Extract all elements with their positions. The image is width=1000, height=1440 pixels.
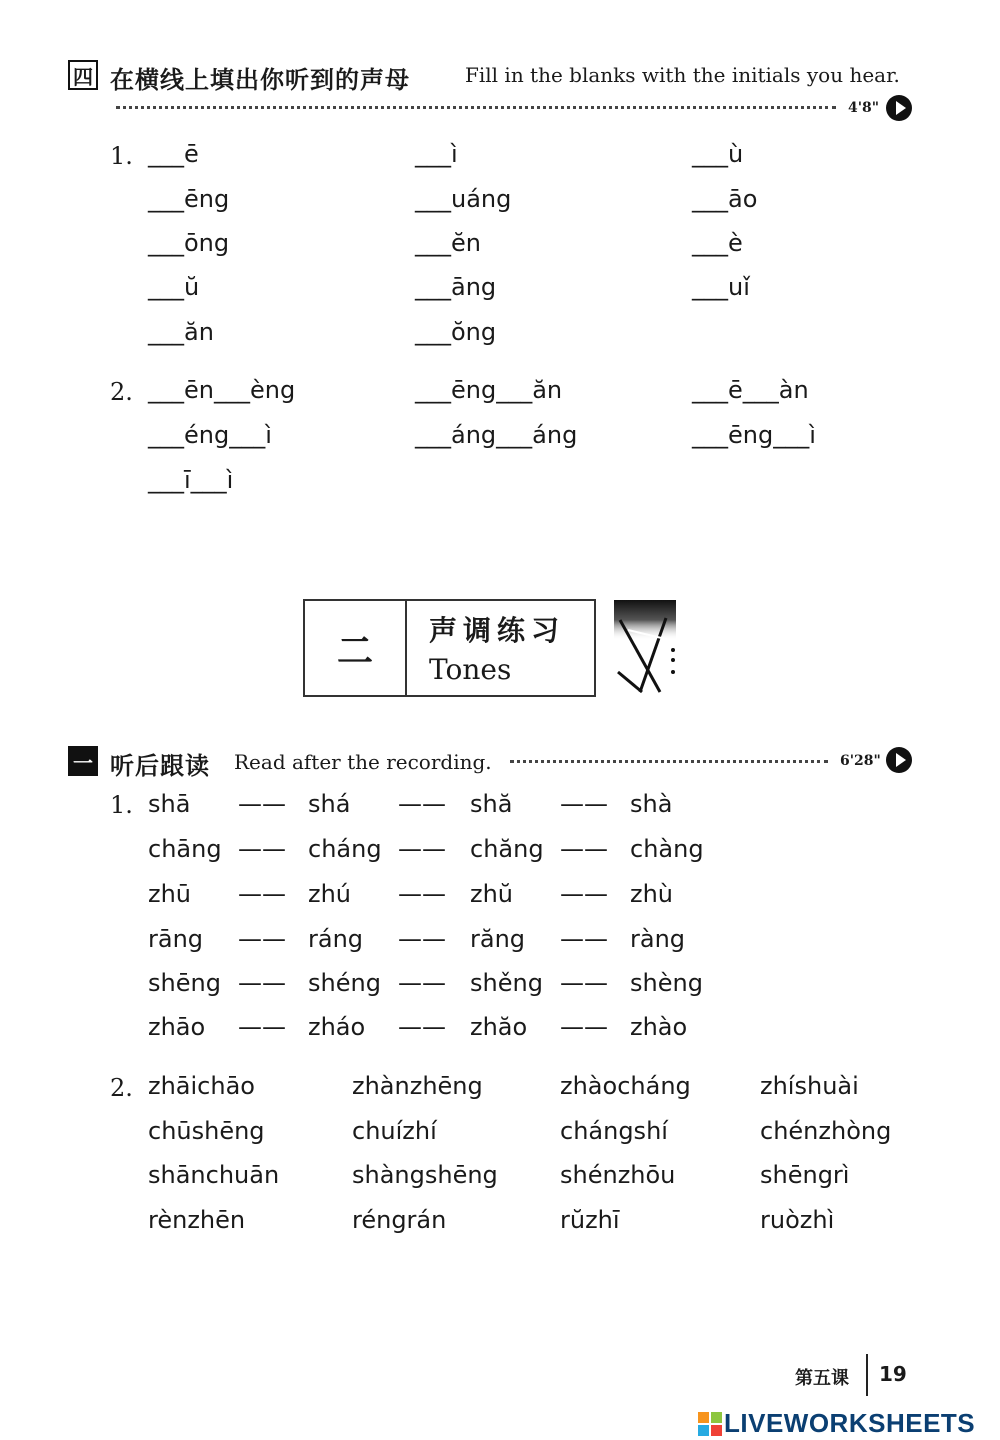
- pinyin-word: shénzhōu: [560, 1161, 676, 1189]
- pinyin-word: chénzhòng: [760, 1117, 892, 1145]
- pinyin-syllable: chăng: [470, 835, 544, 863]
- fill-blank-item[interactable]: ___uǐ: [692, 273, 750, 301]
- fill-blank-item[interactable]: ___ĕn: [415, 229, 481, 257]
- fill-blank-item[interactable]: ___āng: [415, 273, 497, 301]
- dash-connector: ——: [398, 790, 446, 818]
- section-title-english: Fill in the blanks with the initials you hear.: [465, 63, 900, 87]
- fill-blank-item[interactable]: ___ăn: [148, 318, 214, 346]
- pinyin-word: shēngrì: [760, 1161, 850, 1189]
- page-number: 19: [879, 1362, 907, 1386]
- pinyin-word: zhāichāo: [148, 1072, 255, 1100]
- pinyin-syllable: shá: [308, 790, 351, 818]
- dash-connector: ——: [238, 1013, 286, 1041]
- liveworksheets-watermark[interactable]: [698, 1408, 975, 1439]
- dash-connector: ——: [560, 790, 608, 818]
- tone-marks-illustration-icon: [614, 600, 678, 698]
- pinyin-word: chuízhí: [352, 1117, 437, 1145]
- pinyin-syllable: zhăo: [470, 1013, 528, 1041]
- fill-blank-item[interactable]: ___è: [692, 229, 743, 257]
- pinyin-syllable: shà: [630, 790, 673, 818]
- banner-number: 二: [305, 601, 407, 695]
- exercise-number: 1.: [110, 142, 133, 170]
- pinyin-word: chūshēng: [148, 1117, 265, 1145]
- pinyin-word: chángshí: [560, 1117, 668, 1145]
- dash-connector: ——: [398, 835, 446, 863]
- dash-connector: ——: [398, 1013, 446, 1041]
- pinyin-word: zhàocháng: [560, 1072, 691, 1100]
- tones-banner: [303, 599, 596, 697]
- exercise-number: 1.: [110, 791, 133, 819]
- pinyin-syllable: rāng: [148, 925, 204, 953]
- footer-divider: [866, 1354, 868, 1396]
- fill-blank-item[interactable]: ___éng___ì: [148, 421, 272, 449]
- pinyin-word: zhíshuài: [760, 1072, 859, 1100]
- pinyin-syllable: ràng: [630, 925, 686, 953]
- dash-connector: ——: [560, 880, 608, 908]
- fill-blank-item[interactable]: ___ēng___ăn: [415, 376, 563, 404]
- pinyin-syllable: zhù: [630, 880, 674, 908]
- dash-connector: ——: [398, 969, 446, 997]
- section-number-box: [68, 60, 98, 90]
- pinyin-syllable: chàng: [630, 835, 704, 863]
- section-title-chinese: 听后跟读: [110, 752, 210, 780]
- fill-blank-item[interactable]: ___ēng___ì: [692, 421, 816, 449]
- pinyin-syllable: zhāo: [148, 1013, 206, 1041]
- dash-connector: ——: [560, 925, 608, 953]
- pinyin-syllable: shā: [148, 790, 191, 818]
- fill-blank-item[interactable]: ___ŏng: [415, 318, 497, 346]
- section-title-english: Read after the recording.: [234, 750, 492, 774]
- dash-connector: ——: [398, 925, 446, 953]
- fill-blank-item[interactable]: ___ōng: [148, 229, 230, 257]
- fill-blank-item[interactable]: ___ē___àn: [692, 376, 809, 404]
- fill-blank-item[interactable]: ___ēn___èng: [148, 376, 296, 404]
- pinyin-syllable: ráng: [308, 925, 364, 953]
- banner-title-chinese: 声调练习: [429, 614, 566, 647]
- pinyin-syllable: răng: [470, 925, 526, 953]
- pinyin-word: zhànzhēng: [352, 1072, 483, 1100]
- fill-blank-item[interactable]: ___āo: [692, 185, 758, 213]
- pinyin-syllable: zhú: [308, 880, 352, 908]
- dash-connector: ——: [238, 790, 286, 818]
- pinyin-word: ruòzhì: [760, 1206, 835, 1234]
- play-icon[interactable]: [886, 747, 912, 773]
- pinyin-syllable: shă: [470, 790, 513, 818]
- pinyin-syllable: shèng: [630, 969, 703, 997]
- pinyin-syllable: zhū: [148, 880, 192, 908]
- brand-name: LIVEWORKSHEETS: [724, 1408, 976, 1438]
- pinyin-word: shānchuān: [148, 1161, 280, 1189]
- fill-blank-item[interactable]: ___ù: [692, 140, 744, 168]
- section-title-chinese: 在横线上填出你听到的声母: [110, 66, 410, 94]
- pinyin-word: rènzhēn: [148, 1206, 246, 1234]
- dash-connector: ——: [238, 925, 286, 953]
- pinyin-syllable: zháo: [308, 1013, 366, 1041]
- audio-timestamp: 6'28": [840, 753, 881, 769]
- section-number-box: [68, 746, 98, 776]
- exercise-number: 2.: [110, 378, 133, 406]
- fill-blank-item[interactable]: ___ē: [148, 140, 199, 168]
- fill-blank-item[interactable]: ___ì: [415, 140, 458, 168]
- play-icon[interactable]: [886, 95, 912, 121]
- pinyin-syllable: zhào: [630, 1013, 688, 1041]
- pinyin-syllable: chāng: [148, 835, 222, 863]
- audio-timestamp: 4'8": [848, 100, 880, 116]
- fill-blank-item[interactable]: ___ēng: [148, 185, 230, 213]
- pinyin-syllable: zhŭ: [470, 880, 514, 908]
- fill-blank-item[interactable]: ___ŭ: [148, 273, 200, 301]
- pinyin-syllable: cháng: [308, 835, 382, 863]
- exercise-number: 2.: [110, 1074, 133, 1102]
- dash-connector: ——: [398, 880, 446, 908]
- liveworksheets-logo-icon: [698, 1412, 722, 1436]
- section-number: 一: [73, 750, 93, 775]
- pinyin-word: rŭzhī: [560, 1206, 620, 1234]
- fill-blank-item[interactable]: ___uáng: [415, 185, 512, 213]
- banner-title-english: Tones: [429, 653, 512, 686]
- dash-connector: ——: [238, 969, 286, 997]
- fill-blank-item[interactable]: ___ī___ì: [148, 466, 234, 494]
- dash-connector: ——: [560, 835, 608, 863]
- dotted-divider: [510, 760, 828, 763]
- dash-connector: ——: [238, 835, 286, 863]
- pinyin-syllable: shěng: [470, 969, 543, 997]
- section-number: 四: [73, 64, 93, 89]
- dash-connector: ——: [238, 880, 286, 908]
- dash-connector: ——: [560, 969, 608, 997]
- pinyin-word: réngrán: [352, 1206, 447, 1234]
- dash-connector: ——: [560, 1013, 608, 1041]
- pinyin-word: shàngshēng: [352, 1161, 498, 1189]
- pinyin-syllable: shēng: [148, 969, 221, 997]
- pinyin-syllable: shéng: [308, 969, 381, 997]
- fill-blank-item[interactable]: ___áng___áng: [415, 421, 578, 449]
- dotted-divider: [116, 106, 836, 109]
- lesson-label: 第五课: [795, 1368, 849, 1389]
